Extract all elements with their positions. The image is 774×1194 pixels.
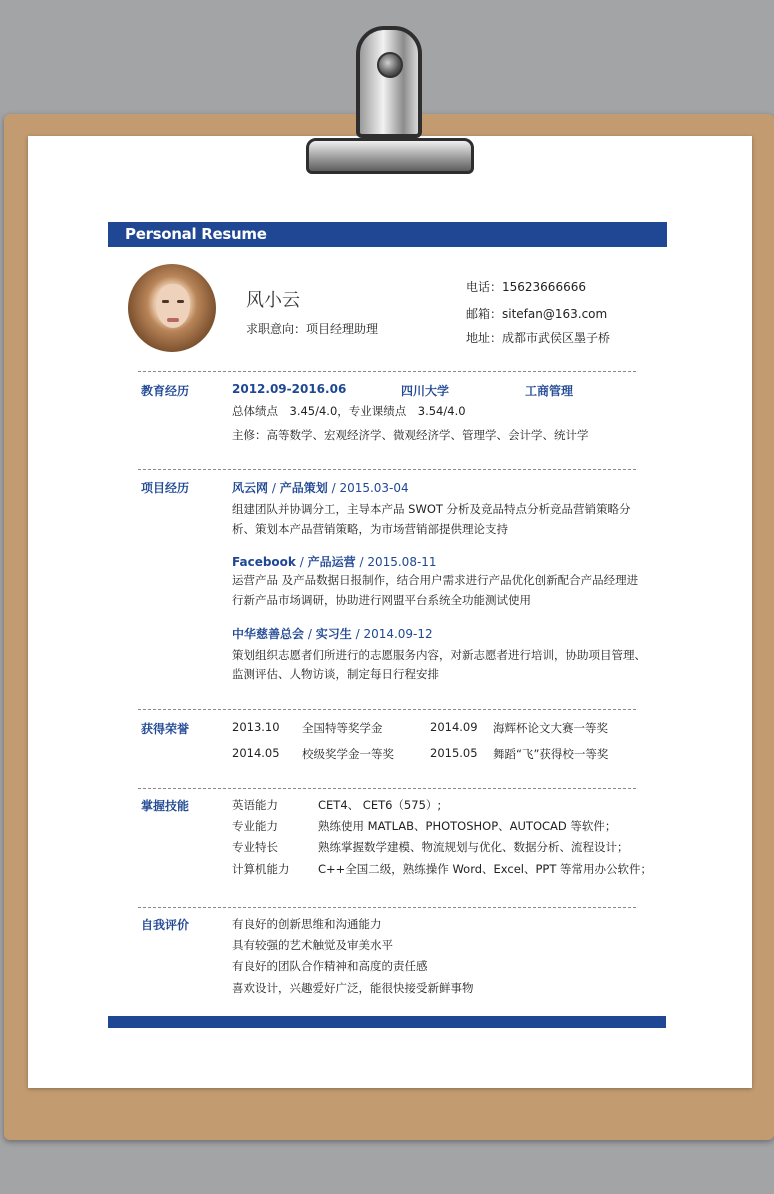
self-eval-line: 具有较强的艺术触觉及审美水平 xyxy=(232,938,393,952)
project-line: 组建团队并协调分工，主导本产品 SWOT 分析及竞品特点分析竞品营销策略分 xyxy=(232,502,631,516)
divider xyxy=(138,469,636,470)
clip-hole-icon xyxy=(377,52,403,78)
honor-name: 校级奖学金一等奖 xyxy=(302,747,394,761)
profile-phone: 电话：15623666666 xyxy=(466,280,586,294)
profile-email: 邮箱：sitefan@163.com xyxy=(466,307,608,321)
honor-name: 舞蹈“飞”获得校一等奖 xyxy=(493,747,609,761)
bottom-bar xyxy=(108,1016,666,1028)
binder-clip-icon xyxy=(356,26,422,138)
project-org: 中华慈善总会 xyxy=(232,627,305,641)
project-separator: / xyxy=(271,481,276,495)
project-role: 产品策划 xyxy=(279,481,328,495)
project-line: 析、策划本产品营销策略，为市场营销部提供理论支持 xyxy=(232,522,508,536)
resume-title: Personal Resume xyxy=(125,225,267,243)
skill-desc: 熟练使用 MATLAB、PHOTOSHOP、AUTOCAD 等软件； xyxy=(318,819,617,833)
honor-date: 2014.05 xyxy=(232,746,280,760)
education-period: 2012.09-2016.06 xyxy=(232,382,347,396)
skill-name: 英语能力 xyxy=(232,798,278,812)
section-label-honors: 获得荣誉 xyxy=(141,722,190,736)
project-role: 实习生 xyxy=(315,627,352,641)
honor-date: 2014.09 xyxy=(430,720,478,734)
avatar xyxy=(128,264,216,352)
profile-objective: 求职意向：项目经理助理 xyxy=(246,322,379,336)
title-bar xyxy=(108,222,667,247)
project-org: 风云网 xyxy=(232,481,269,495)
education-gpa: 总体绩点 3.45/4.0，专业课绩点 3.54/4.0 xyxy=(232,404,466,418)
honor-name: 海辉杯论文大赛一等奖 xyxy=(493,721,608,735)
section-label-self-eval: 自我评价 xyxy=(141,918,190,932)
avatar-eye-icon xyxy=(177,300,184,303)
project-heading xyxy=(232,479,409,496)
skill-desc: C++全国二级，熟练操作 Word、Excel、PPT 等常用办公软件； xyxy=(318,862,653,876)
project-separator: / xyxy=(359,555,364,569)
profile-name: 风小云 xyxy=(246,290,300,311)
skill-name: 专业特长 xyxy=(232,840,278,854)
divider xyxy=(138,371,636,372)
project-separator: / xyxy=(331,481,336,495)
honor-name: 全国特等奖学金 xyxy=(302,721,383,735)
divider xyxy=(138,907,636,908)
project-date: 2014.09-12 xyxy=(363,627,433,641)
project-heading xyxy=(232,553,437,570)
project-date: 2015.03-04 xyxy=(339,481,409,495)
skill-desc: 熟练掌握数学建模、物流规划与优化、数据分析、流程设计； xyxy=(318,840,629,854)
project-line: 监测评估、人物访谈，制定每日行程安排 xyxy=(232,667,439,681)
skill-name: 专业能力 xyxy=(232,819,278,833)
avatar-eye-icon xyxy=(162,300,169,303)
project-role: 产品运营 xyxy=(307,555,356,569)
clip-base-icon xyxy=(306,138,474,174)
project-separator: / xyxy=(299,555,304,569)
profile-address: 地址：成都市武侯区墨子桥 xyxy=(466,331,611,345)
project-line: 运营产品 及产品数据日报制作，结合用户需求进行产品优化创新配合产品经理进 xyxy=(232,573,639,587)
self-eval-line: 喜欢设计，兴趣爱好广泛，能很快接受新鲜事物 xyxy=(232,981,474,995)
education-major: 工商管理 xyxy=(525,384,574,398)
section-label-skills: 掌握技能 xyxy=(141,799,190,813)
project-date: 2015.08-11 xyxy=(367,555,437,569)
skill-desc: CET4、 CET6（575）; xyxy=(318,798,442,812)
education-school: 四川大学 xyxy=(401,384,450,398)
section-label-education: 教育经历 xyxy=(141,384,190,398)
education-courses: 主修：高等数学、宏观经济学、微观经济学、管理学、会计学、统计学 xyxy=(232,428,589,442)
skill-name: 计算机能力 xyxy=(232,862,290,876)
honor-date: 2013.10 xyxy=(232,720,280,734)
project-heading xyxy=(232,625,433,642)
project-separator: / xyxy=(355,627,360,641)
honor-date: 2015.05 xyxy=(430,746,478,760)
project-separator: / xyxy=(307,627,312,641)
divider xyxy=(138,709,636,710)
project-org: Facebook xyxy=(232,555,296,569)
avatar-lip-icon xyxy=(167,318,179,322)
project-line: 策划组织志愿者们所进行的志愿服务内容，对新志愿者进行培训，协助项目管理、 xyxy=(232,648,646,662)
self-eval-line: 有良好的团队合作精神和高度的责任感 xyxy=(232,959,428,973)
section-label-projects: 项目经历 xyxy=(141,481,190,495)
project-line: 行新产品市场调研，协助进行网盟平台系统全功能测试使用 xyxy=(232,593,531,607)
self-eval-line: 有良好的创新思维和沟通能力 xyxy=(232,917,382,931)
divider xyxy=(138,788,636,789)
